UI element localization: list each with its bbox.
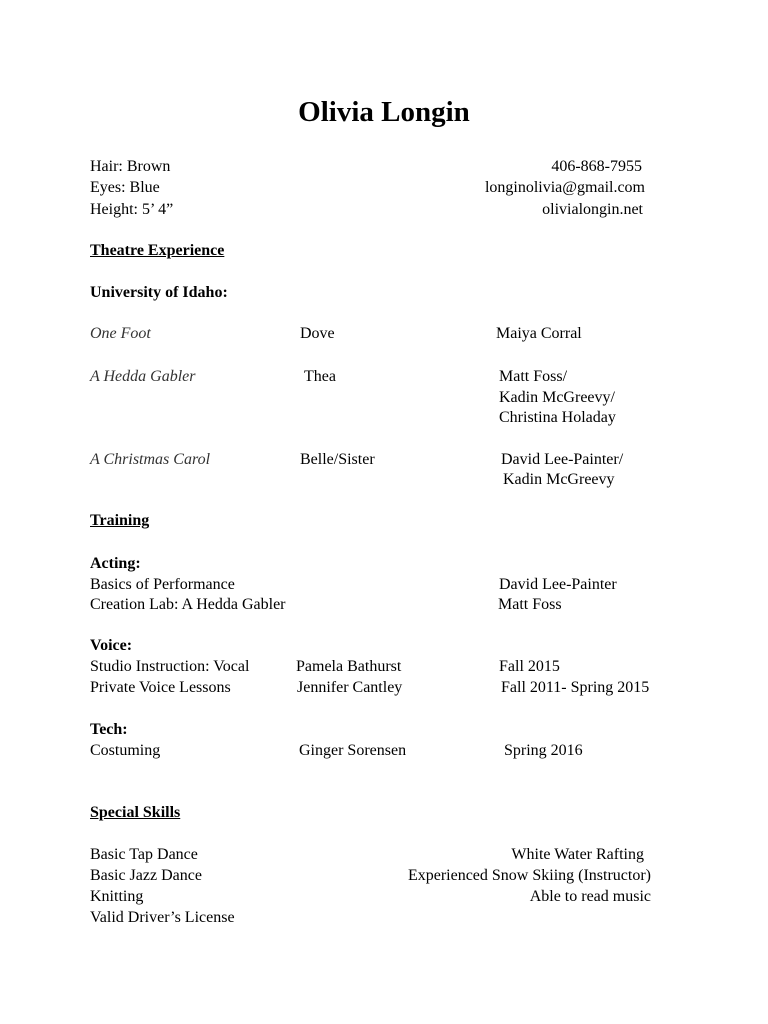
production-director: Christina Holaday: [499, 409, 616, 426]
skill-item: Experienced Snow Skiing (Instructor): [407, 867, 651, 884]
section-heading-training: Training: [90, 512, 150, 529]
skill-item: Knitting: [90, 888, 144, 905]
training-category-acting: Acting:: [90, 555, 141, 572]
phone-number: 406-868-7955: [551, 158, 642, 175]
production-title: A Christmas Carol: [90, 451, 211, 468]
hair-color: Hair: Brown: [90, 158, 171, 175]
eye-color: Eyes: Blue: [90, 179, 160, 196]
production-director: Maiya Corral: [496, 325, 582, 342]
training-date: Spring 2016: [504, 742, 583, 759]
skill-item: Valid Driver’s License: [90, 909, 235, 926]
training-date: Fall 2015: [499, 658, 560, 675]
training-category-voice: Voice:: [90, 637, 133, 654]
resume-name: Olivia Longin: [298, 96, 470, 128]
height: Height: 5’ 4”: [90, 201, 174, 218]
training-instructor: Pamela Bathurst: [296, 658, 402, 675]
production-director: Kadin McGreevy/: [499, 389, 615, 406]
training-instructor: Jennifer Cantley: [297, 679, 403, 696]
production-title: A Hedda Gabler: [90, 368, 196, 385]
production-director: Matt Foss/: [499, 368, 568, 385]
section-heading-skills: Special Skills: [90, 804, 181, 821]
production-role: Belle/Sister: [300, 451, 375, 468]
training-instructor: Ginger Sorensen: [299, 742, 407, 759]
skill-item: Able to read music: [529, 888, 651, 905]
section-heading-theatre: Theatre Experience: [90, 242, 225, 259]
training-course: Studio Instruction: Vocal: [90, 658, 250, 675]
production-director: Kadin McGreevy: [503, 471, 615, 488]
training-instructor: David Lee-Painter: [499, 576, 617, 593]
email-address[interactable]: longinolivia@gmail.com: [484, 179, 645, 196]
skill-item: Basic Tap Dance: [90, 846, 198, 863]
production-role: Thea: [304, 368, 336, 385]
training-course: Creation Lab: A Hedda Gabler: [90, 596, 286, 613]
production-title: One Foot: [90, 325, 151, 342]
production-director: David Lee-Painter/: [501, 451, 624, 468]
training-course: Basics of Performance: [90, 576, 235, 593]
training-category-tech: Tech:: [90, 721, 128, 738]
theatre-venue: University of Idaho:: [90, 284, 228, 301]
training-date: Fall 2011- Spring 2015: [501, 679, 650, 696]
training-instructor: Matt Foss: [498, 596, 562, 613]
skill-item: Basic Jazz Dance: [90, 867, 202, 884]
training-course: Costuming: [90, 742, 161, 759]
website-link[interactable]: olivialongin.net: [542, 201, 643, 218]
production-role: Dove: [300, 325, 335, 342]
skill-item: White Water Rafting: [511, 846, 644, 863]
training-course: Private Voice Lessons: [90, 679, 231, 696]
